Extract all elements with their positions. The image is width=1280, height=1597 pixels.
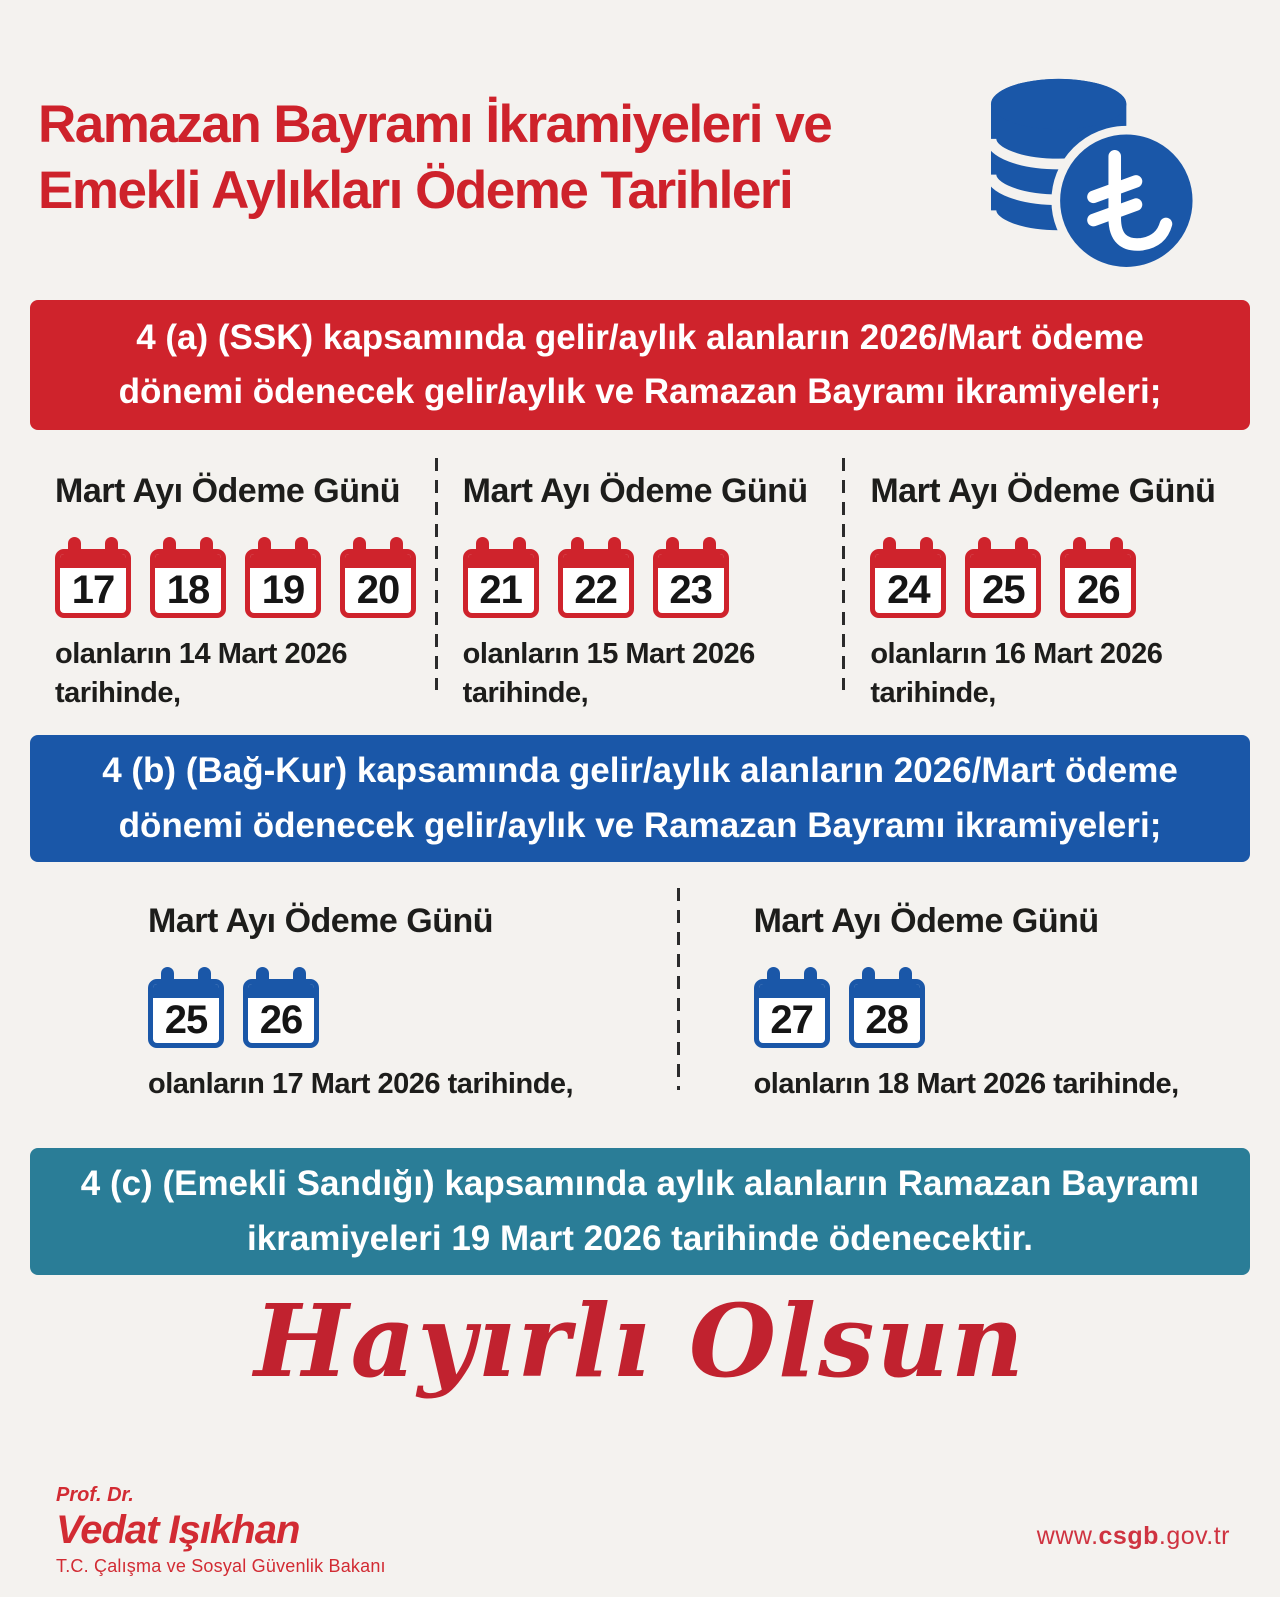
column-heading: Mart Ayı Ödeme Günü: [870, 472, 1216, 510]
payment-column: [438, 458, 843, 710]
minister-signature-block: [56, 1484, 386, 1577]
calendar-header-bar: [250, 554, 316, 568]
calendar-box: [558, 549, 634, 618]
calendar-day-number: 28: [865, 998, 908, 1042]
calendar-day-icon: [340, 537, 416, 618]
minister-title-prefix: Prof. Dr.: [56, 1484, 134, 1506]
calendar-header-bar: [658, 554, 724, 568]
calendar-header-bar: [345, 554, 411, 568]
calendar-day-icon: [754, 967, 830, 1048]
website-url: [1037, 1522, 1230, 1551]
section-a-banner: [30, 300, 1250, 430]
payment-column: [845, 458, 1250, 710]
page-title-line2: Emekli Aylıkları Ödeme Tarihleri: [38, 161, 793, 221]
calendar-day-number: 26: [1077, 568, 1120, 612]
calendar-day-icon: [965, 537, 1041, 618]
calendar-day-icon: [463, 537, 539, 618]
calendar-row: [754, 967, 1250, 1048]
payment-note: olanların 14 Mart 2026 tarihinde,: [55, 638, 348, 710]
website-prefix: www.: [1036, 1522, 1099, 1550]
calendar-day-number: 19: [261, 568, 305, 612]
calendar-day-number: 25: [982, 568, 1025, 612]
section-b-columns: [30, 888, 1250, 1100]
calendar-box: [245, 549, 321, 618]
calendar-box: [965, 549, 1041, 618]
calendar-day-number: 24: [887, 568, 930, 612]
column-heading: Mart Ayı Ödeme Günü: [462, 472, 808, 510]
calendar-day-number: 25: [164, 998, 208, 1042]
calendar-box: [1060, 549, 1136, 618]
calendar-header-bar: [153, 984, 219, 998]
calendar-day-icon: [849, 967, 925, 1048]
website-suffix: .gov.tr: [1158, 1522, 1230, 1550]
calendar-day-number: 26: [259, 998, 303, 1042]
minister-name: Vedat Işıkhan: [56, 1508, 300, 1552]
payment-note: olanların 17 Mart 2026 tarihinde,: [148, 1068, 574, 1100]
calendar-row: [870, 537, 1250, 618]
minister-role: T.C. Çalışma ve Sosyal Güvenlik Bakanı: [56, 1556, 386, 1576]
section-b-banner-line1: 4 (b) (Bağ-Kur) kapsamında gelir/aylık alanların 2026/Mart ödeme: [102, 751, 1178, 791]
calendar-box: [870, 549, 946, 618]
calendar-day-number: 21: [479, 568, 522, 612]
calendar-box: [148, 979, 224, 1048]
calendar-day-number: 27: [770, 998, 813, 1042]
section-c-banner-line2: ikramiyeleri 19 Mart 2026 tarihinde ödenecektir.: [247, 1218, 1033, 1258]
website-bold-part: csgb: [1098, 1522, 1159, 1550]
page-title-line1: Ramazan Bayramı İkramiyeleri ve: [38, 95, 832, 154]
calendar-day-icon: [243, 967, 319, 1048]
calendar-day-icon: [653, 537, 729, 618]
calendar-header-bar: [468, 554, 534, 568]
column-heading: Mart Ayı Ödeme Günü: [148, 902, 494, 940]
payment-note: olanların 18 Mart 2026 tarihinde,: [753, 1068, 1179, 1100]
calendar-box: [150, 549, 226, 618]
calendar-box: [340, 549, 416, 618]
calendar-day-number: 17: [71, 568, 115, 612]
calendar-box: [849, 979, 925, 1048]
payment-note: olanların 16 Mart 2026 tarihinde,: [870, 638, 1163, 710]
calendar-day-icon: [558, 537, 634, 618]
calendar-header-bar: [60, 554, 126, 568]
calendar-day-icon: [55, 537, 131, 618]
payment-column: [30, 458, 435, 710]
section-c-banner: [30, 1148, 1250, 1275]
section-a-columns: [30, 458, 1250, 710]
column-heading: Mart Ayı Ödeme Günü: [753, 902, 1099, 940]
calendar-header-bar: [854, 984, 920, 998]
calendar-header-bar: [248, 984, 314, 998]
section-a-banner-line1: 4 (a) (SSK) kapsamında gelir/aylık alanların 2026/Mart ödeme: [136, 317, 1144, 357]
calendar-day-number: 23: [669, 568, 712, 612]
section-a-banner-line2: dönemi ödenecek gelir/aylık ve Ramazan Bayramı ikramiyeleri;: [118, 372, 1162, 411]
calendar-box: [243, 979, 319, 1048]
calendar-header-bar: [875, 554, 941, 568]
calendar-day-number: 18: [166, 568, 210, 612]
column-heading: Mart Ayı Ödeme Günü: [55, 472, 401, 510]
payment-column: [30, 888, 677, 1100]
calendar-header-bar: [970, 554, 1036, 568]
calendar-box: [55, 549, 131, 618]
page-title: [38, 92, 831, 225]
calendar-box: [754, 979, 830, 1048]
calendar-day-icon: [245, 537, 321, 618]
calendar-day-number: 22: [574, 568, 617, 612]
calendar-header-bar: [155, 554, 221, 568]
calendar-box: [463, 549, 539, 618]
calendar-day-icon: [870, 537, 946, 618]
calendar-header-bar: [563, 554, 629, 568]
section-b-banner: [30, 735, 1250, 862]
section-b-banner-line2: dönemi ödenecek gelir/aylık ve Ramazan Bayramı ikramiyeleri;: [118, 805, 1162, 845]
payment-column: [680, 888, 1250, 1100]
calendar-header-bar: [759, 984, 825, 998]
calendar-box: [653, 549, 729, 618]
calendar-row: [148, 967, 677, 1048]
calendar-row: [55, 537, 435, 618]
coin-stack-lira-icon: [962, 48, 1194, 285]
calendar-day-icon: [148, 967, 224, 1048]
closing-message: Hayırlı Olsun: [254, 1282, 1026, 1400]
calendar-day-number: 20: [356, 568, 400, 612]
calendar-header-bar: [1065, 554, 1131, 568]
section-c-banner-line1: 4 (c) (Emekli Sandığı) kapsamında aylık alanların Ramazan Bayramı: [80, 1164, 1200, 1204]
calendar-row: [463, 537, 843, 618]
calendar-day-icon: [150, 537, 226, 618]
calendar-day-icon: [1060, 537, 1136, 618]
payment-note: olanların 15 Mart 2026 tarihinde,: [462, 638, 755, 710]
